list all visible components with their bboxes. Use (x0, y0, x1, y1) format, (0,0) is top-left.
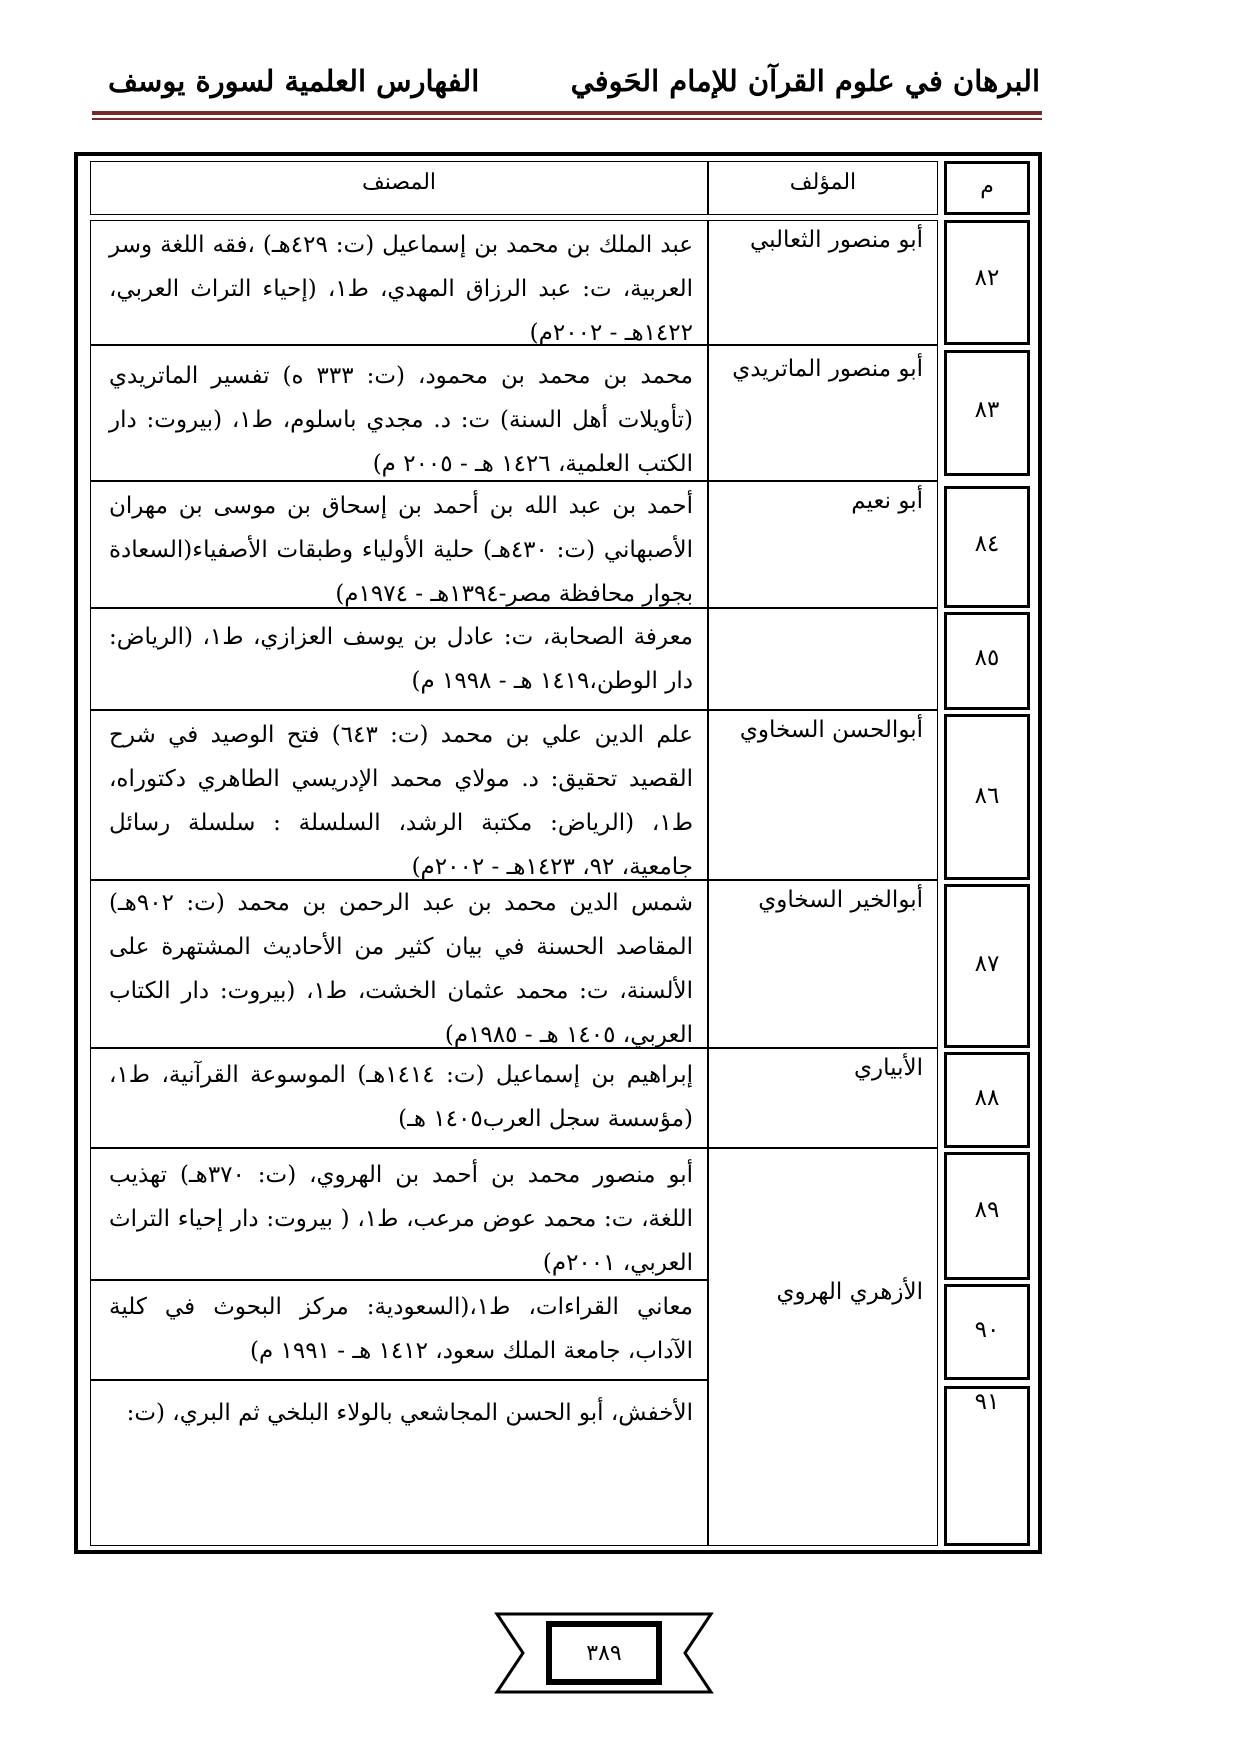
work-cell: علم الدين علي بن محمد (ت: ٦٤٣) فتح الوصيد في شرح القصيد تحقيق: د. مولاي محمد الإدريسي الطاهري دكتوراه، ط١، (الرياض: مكتبة الرشد، السلسلة : سلسلة رسائل جامعية، ٩٢، ١٤٢٣هـ - ٢٠٠٢م) (109, 722, 693, 880)
num-cell (944, 1152, 1030, 1280)
page-number: ٣٨٩ (586, 1641, 622, 1666)
table-row (90, 1148, 708, 1280)
author-name: أبوالحسن السخاوي (739, 717, 923, 743)
author-cell (708, 710, 938, 880)
author-cell (708, 220, 938, 345)
author-name: أبوالخير السخاوي (758, 887, 923, 913)
work-cell: شمس الدين محمد بن عبد الرحمن بن محمد (ت: ٩٠٢هـ) المقاصد الحسنة في بيان كثير من الأحاديث المشتهرة على الألسنة، ت: محمد عثمان الخشت، ط١، (بيروت: دار الكتاب العربي، ١٤٠٥ هـ - ١٩٨٥م) (109, 890, 693, 1048)
row-number: ٩١ (974, 1389, 1000, 1415)
table-row (90, 481, 708, 608)
work-cell: أحمد بن عبد الله بن أحمد بن إسحاق بن موسى بن مهران الأصبهاني (ت: ٤٣٠هـ) حلية الأولياء وطبقات الأصفياء(السعادة بجوار محافظة مصر-١٣٩٤هـ - ١٩٧٤م) (109, 493, 693, 607)
author-name: الأبياري (854, 1055, 923, 1081)
author-name: أبو منصور الثعالبي (749, 227, 923, 253)
header-num-label: م (980, 174, 994, 199)
header-author-cell (708, 161, 938, 215)
author-name: أبو نعيم (851, 488, 923, 514)
num-cell (944, 350, 1030, 476)
table-row (90, 1280, 708, 1380)
num-cell (944, 486, 1030, 608)
table-row (90, 345, 708, 481)
header-author-label: المؤلف (789, 170, 857, 195)
work-cell: أبو منصور محمد بن أحمد بن الهروي، (ت: ٣٧٠هـ) تهذيب اللغة، ت: محمد عوض مرعب، ط١، ( بيروت: دار إحياء التراث العربي، ٢٠٠١م) (109, 1162, 693, 1276)
table-row (90, 710, 708, 880)
author-cell-merged (708, 1148, 938, 1546)
author-name: أبو منصور الماتريدي (732, 356, 923, 382)
work-cell: عبد الملك بن محمد بن إسماعيل (ت: ٤٢٩هـ) ،فقه اللغة وسر العربية، ت: عبد الرزاق المهدي، ط١، (إحياء التراث العربي، ١٤٢٢هـ - ٢٠٠٢م) (109, 232, 693, 346)
row-number: ٨٢ (974, 265, 1000, 291)
num-cell (944, 1386, 1030, 1546)
row-number: ٩٠ (974, 1317, 1000, 1343)
row-number: ٨٩ (974, 1197, 1000, 1223)
header-rule (92, 111, 1042, 115)
num-cell (944, 1052, 1030, 1148)
work-cell: معرفة الصحابة، ت: عادل بن يوسف العزازي، ط١، (الرياض: دار الوطن،١٤١٩ هـ - ١٩٩٨ م) (109, 624, 694, 694)
row-number: ٨٥ (974, 645, 1000, 671)
row-number: ٨٧ (974, 951, 1000, 977)
header-rule-thin (92, 118, 1042, 120)
author-name: الأزهري الهروي (776, 1279, 923, 1305)
book-title: البرهان في علوم القرآن للإمام الحَوفي (570, 64, 1040, 98)
author-cell (708, 880, 938, 1048)
row-number: ٨٦ (974, 783, 1000, 809)
num-cell (944, 714, 1030, 880)
work-cell: إبراهيم بن إسماعيل (ت: ١٤١٤هـ) الموسوعة القرآنية، ط١، (مؤسسة سجل العرب١٤٠٥ هـ) (109, 1062, 693, 1132)
row-number: ٨٣ (974, 397, 1000, 423)
row-number: ٨٤ (974, 531, 1000, 557)
header-num-cell (944, 161, 1030, 215)
work-cell: الأخفش، أبو الحسن المجاشعي بالولاء البلخي ثم البري، (ت: (126, 1400, 693, 1426)
author-cell (708, 608, 938, 710)
num-cell (944, 612, 1030, 710)
table-row (90, 1380, 708, 1546)
author-cell (708, 345, 938, 481)
num-cell (944, 220, 1030, 345)
work-cell: معاني القراءات، ط١،(السعودية: مركز البحوث في كلية الآداب، جامعة الملك سعود، ١٤١٢ هـ - ١٩٩١ م) (109, 1294, 693, 1364)
num-cell (944, 1284, 1030, 1380)
table-row (90, 220, 708, 345)
table-row (90, 1048, 708, 1148)
author-cell (708, 481, 938, 608)
header-work-cell (90, 161, 708, 215)
bibliography-table (74, 152, 1042, 1554)
work-cell: محمد بن محمد بن محمود، (ت: ٣٣٣ ه) تفسير الماتريدي (تأويلات أهل السنة) ت: د. مجدي باسلوم، ط١، (بيروت: دار الكتب العلمية، ١٤٢٦ هـ - ٢٠٠٥ م) (109, 363, 693, 477)
author-cell (708, 1048, 938, 1148)
header-work-label: المصنف (361, 170, 437, 195)
page-number-ribbon (493, 1610, 715, 1696)
row-number: ٨٨ (974, 1085, 1000, 1111)
index-title: الفهارس العلمية لسورة يوسف (108, 64, 480, 98)
table-row (90, 608, 708, 710)
table-row (90, 880, 708, 1048)
num-cell (944, 884, 1030, 1048)
